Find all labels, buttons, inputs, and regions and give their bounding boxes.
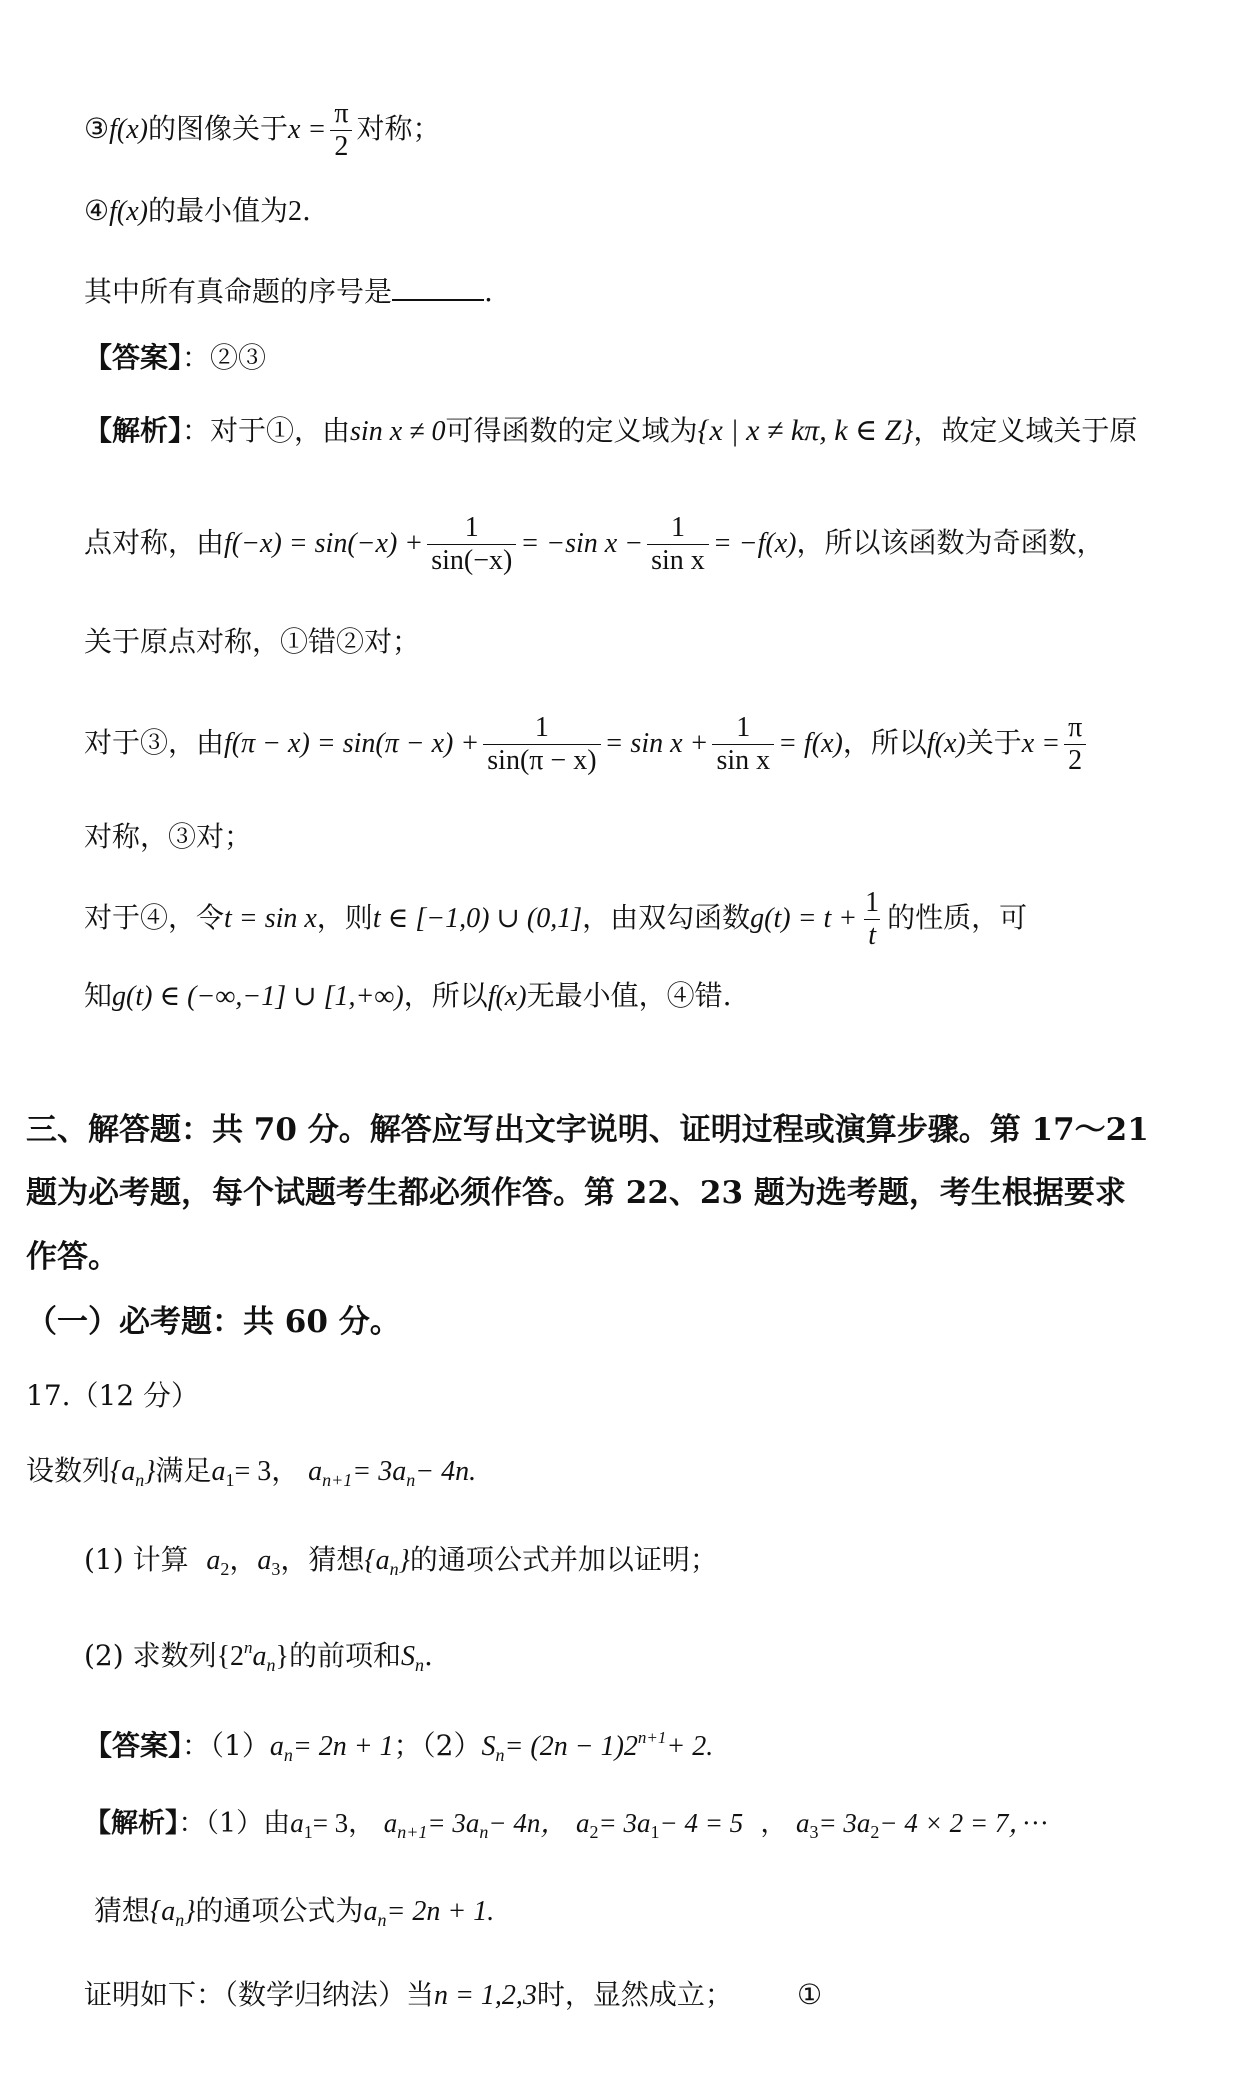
- analysis-line-5: 对称，③对；: [84, 820, 253, 853]
- analysis-line-3: 关于原点对称，①错②对；: [84, 625, 421, 658]
- question-17-part-2: (2) 求数列$\{2^na_n\}$的前项和$S_n$.: [84, 1638, 433, 1675]
- section-heading-line-2: 题为必考题，每个试题考生都必须作答。第 22、23 题为选考题，考生根据要求: [26, 1175, 1126, 1211]
- analysis-line-6: 对于④，令t = sin x，则t ∈ [−1,0) ∪ (0,1]，由双勾函数g(t) = t + $\frac{1}{t}$ 的性质，可: [84, 887, 1028, 952]
- question-17-solution-2: 猜想$\{a_n\}$的通项公式为$a_n= 2n + 1$.: [94, 1894, 495, 1930]
- analysis-line-2: 点对称，由f(−x) = sin(−x) + $\frac{1}{\sin(-x)}$ = −sin x − $\frac{1}{\text{sin x}}$ = −f(x)，所以该函数为奇函数，: [84, 512, 1105, 577]
- proposition-4: ④f(x)的最小值为2.: [84, 194, 311, 227]
- proposition-3: ③f(x)的图像关于x = $\frac{\pi}{2}$ 对称；: [84, 98, 441, 163]
- section-heading-line-1: 三、解答题：共 70 分。解答应写出文字说明、证明过程或演算步骤。第 17～21: [26, 1112, 1149, 1148]
- question-17-solution-1: 【解析】：（1）由$a_1= 3$， $a_{n+1}= 3a_n- 4n$， $a_2= 3a_1- 4 = 5$ ， $a_3= 3a_2- 4 \times 2 = 7$，···: [84, 1808, 1049, 1842]
- subsection-heading: （一）必考题：共 60 分。: [26, 1304, 401, 1340]
- question-prompt: 其中所有真命题的序号是 .: [84, 275, 493, 308]
- analysis-line-4: 对于③，由f(π − x) = sin(π − x) + $\frac{1}{\sin(\pi - x)}$ = sin x + $\frac{1}{\text{sin x}}$ = f(x)，所以f(x)关于x = $\frac{\pi}{2}$: [84, 712, 1090, 777]
- question-17-stem: 设数列$\{a_n\}$满足$a_1= 3$， $a_{n+1}= 3a_n- 4n$.: [26, 1454, 477, 1490]
- section-heading-line-3: 作答。: [26, 1239, 119, 1275]
- question-17-number: 17.（12 分）: [26, 1379, 200, 1412]
- analysis-line-1: 【解析】：对于①，由sin x ≠ 0可得函数的定义域为{x | x ≠ kπ, k ∈ Z}，故定义域关于原: [84, 414, 1138, 447]
- answer-line: 【答案】：②③: [84, 341, 267, 374]
- question-17-solution-3: 证明如下：（数学归纳法）当n = 1,2,3时，显然成立； ①: [84, 1978, 823, 2011]
- analysis-line-7: 知g(t) ∈ (−∞,−1] ∪ [1,+∞)，所以f(x)无最小值，④错.: [84, 979, 732, 1012]
- question-17-answer: 【答案】：$(1)a_n= 2n + 1$；$(2)S_n= (2n - 1)2^{n+1}+ 2$.: [84, 1728, 714, 1765]
- answer-blank: [392, 277, 484, 301]
- question-17-part-1: (1) 计算 $a_2$，$a_3$，猜想$\{a_n\}$的通项公式并加以证明；: [84, 1543, 718, 1579]
